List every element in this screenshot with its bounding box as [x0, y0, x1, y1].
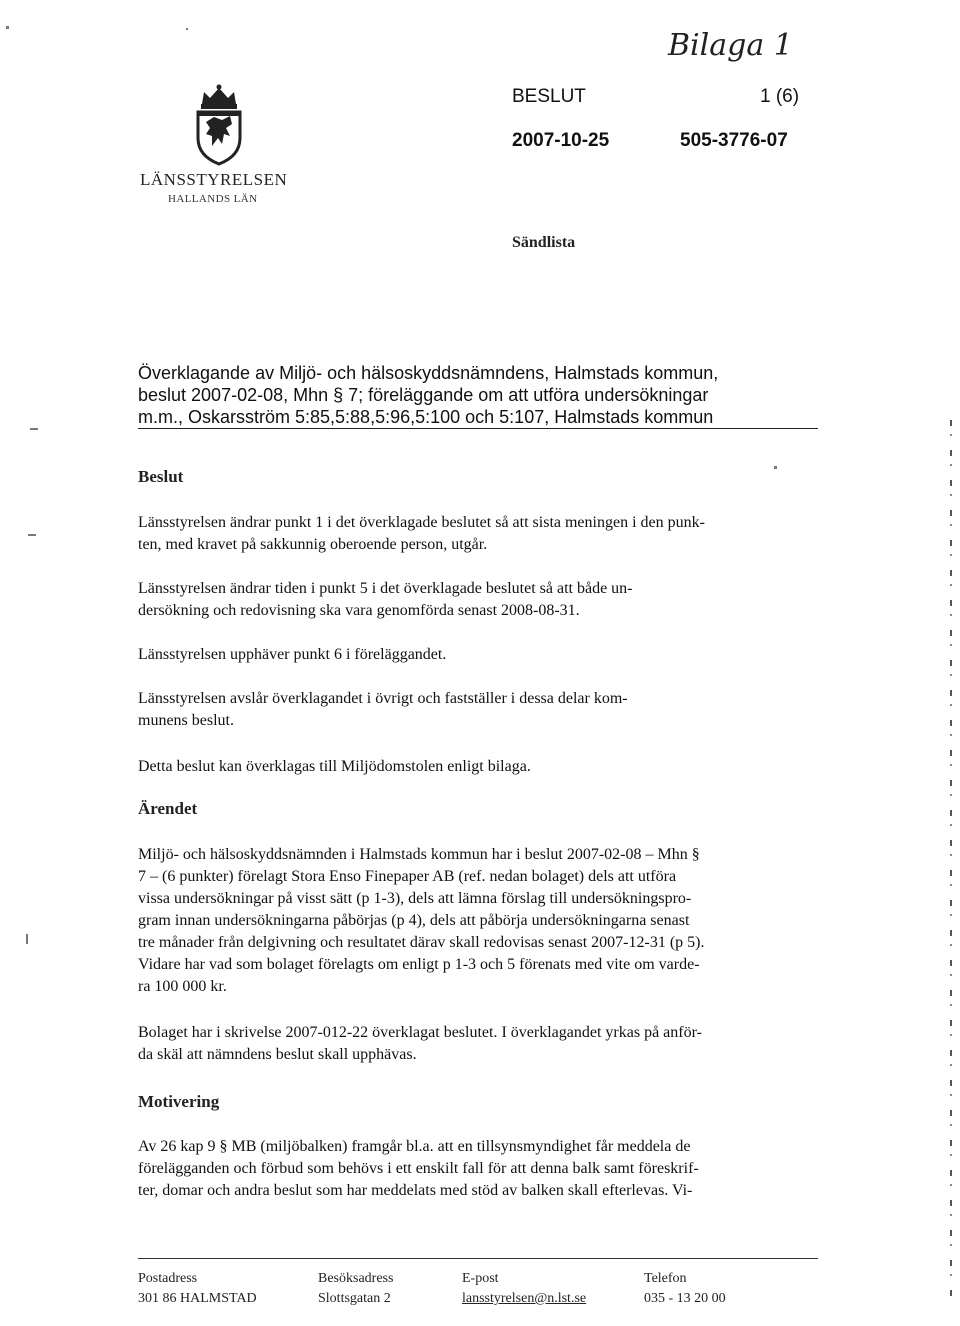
footer-phone-value: 035 - 13 20 00: [644, 1291, 726, 1306]
footer-visit-value: Slottsgatan 2: [318, 1291, 391, 1306]
text-line: da skäl att nämndens beslut skall upphävas.: [138, 1046, 417, 1063]
text-line: Bolaget har i skrivelse 2007-012-22 överklagat beslutet. I överklagandet yrkas på anför-: [138, 1024, 702, 1041]
heading-motivering: Motivering: [138, 1092, 220, 1111]
text-line: Länsstyrelsen ändrar tiden i punkt 5 i det överklagade beslutet så att både un-: [138, 580, 633, 597]
text-line: Vidare har vad som bolaget förelagts om enligt p 1-3 och 5 förenats med vite om varde-: [138, 956, 700, 973]
text-line: ter, domar och andra beslut som har meddelats med stöd av balken skall efterlevas. Vi-: [138, 1182, 693, 1199]
paragraph: [138, 1136, 818, 1202]
subject-line: beslut 2007-02-08, Mhn § 7; föreläggande om att utföra undersökningar: [138, 385, 709, 405]
footer-phone-label: Telefon: [644, 1271, 687, 1286]
doc-date: 2007-10-25: [512, 130, 610, 151]
paragraph: [138, 756, 818, 778]
text-line: Länsstyrelsen upphäver punkt 6 i föreläggandet.: [138, 646, 447, 663]
org-subtitle: HALLANDS LÄN: [168, 193, 258, 205]
doc-reference: 505-3776-07: [680, 130, 788, 151]
county-coat-of-arms-icon: [188, 84, 250, 168]
scan-speck: [186, 28, 188, 30]
handwritten-annotation: Bilaga 1: [668, 28, 793, 63]
text-line: munens beslut.: [138, 712, 234, 729]
recipient-list: Sändlista: [512, 234, 576, 251]
text-line: dersökning och redovisning ska vara genomförda senast 2008-08-31.: [138, 602, 580, 619]
text-line: ten, med kravet på sakkunnig oberoende person, utgår.: [138, 536, 488, 553]
footer-postal-label: Postadress: [138, 1271, 198, 1286]
text-line: Miljö- och hälsoskyddsnämnden i Halmstads kommun har i beslut 2007-02-08 – Mhn §: [138, 846, 700, 863]
text-line: tre månader från delgivning och resultatet därav skall redovisas senast 2007-12-31 (p 5).: [138, 934, 705, 951]
doc-type: BESLUT: [512, 86, 586, 107]
text-line: Länsstyrelsen avslår överklagandet i övrigt och fastställer i dessa delar kom-: [138, 690, 628, 707]
subject: [138, 362, 818, 428]
text-line: vissa undersökningar på visst sätt (p 1-3), dels att lämna förslag till undersökningspro-: [138, 890, 692, 907]
subject-divider: [138, 428, 818, 429]
heading-beslut: Beslut: [138, 467, 184, 486]
paragraph: [138, 644, 818, 666]
paragraph: [138, 578, 818, 622]
text-line: förelägganden och förbud som behövs i ett enskilt fall för att denna balk samt föreskrif-: [138, 1160, 699, 1177]
heading-arendet: Ärendet: [138, 799, 198, 818]
scan-speck: [28, 534, 36, 536]
subject-line: Överklagande av Miljö- och hälsoskyddsnämndens, Halmstads kommun,: [138, 363, 719, 383]
text-line: 7 – (6 punkter) förelagt Stora Enso Finepaper AB (ref. nedan bolaget) dels att utföra: [138, 868, 677, 885]
footer-postal-value: 301 86 HALMSTAD: [138, 1291, 257, 1306]
scan-speck: [30, 428, 38, 430]
footer-email-label: E-post: [462, 1271, 499, 1286]
paragraph: [138, 844, 818, 998]
scan-edge-marks: [950, 420, 952, 1300]
scan-speck: [774, 466, 777, 469]
org-name: LÄNSSTYRELSEN: [140, 170, 288, 189]
text-line: Detta beslut kan överklagas till Miljödomstolen enligt bilaga.: [138, 758, 531, 775]
scan-speck: [6, 26, 9, 29]
subject-line: m.m., Oskarsström 5:85,5:88,5:96,5:100 och 5:107, Halmstads kommun: [138, 407, 714, 427]
footer-visit-label: Besöksadress: [318, 1271, 394, 1286]
page-number: 1 (6): [760, 86, 800, 107]
paragraph: [138, 512, 818, 556]
footer-divider: [138, 1258, 818, 1259]
paragraph: [138, 1022, 818, 1066]
text-line: Länsstyrelsen ändrar punkt 1 i det överklagade beslutet så att sista meningen i den punk-: [138, 514, 705, 531]
footer-email-value: lansstyrelsen@n.lst.se: [462, 1291, 587, 1306]
text-line: gram innan undersökningarna påbörjas (p 4), dels att påbörja undersökningarna senast: [138, 912, 690, 929]
paragraph: [138, 688, 818, 732]
text-line: ra 100 000 kr.: [138, 978, 227, 995]
scan-speck: [26, 934, 28, 944]
text-line: Av 26 kap 9 § MB (miljöbalken) framgår bl.a. att en tillsynsmyndighet får meddela de: [138, 1138, 691, 1155]
